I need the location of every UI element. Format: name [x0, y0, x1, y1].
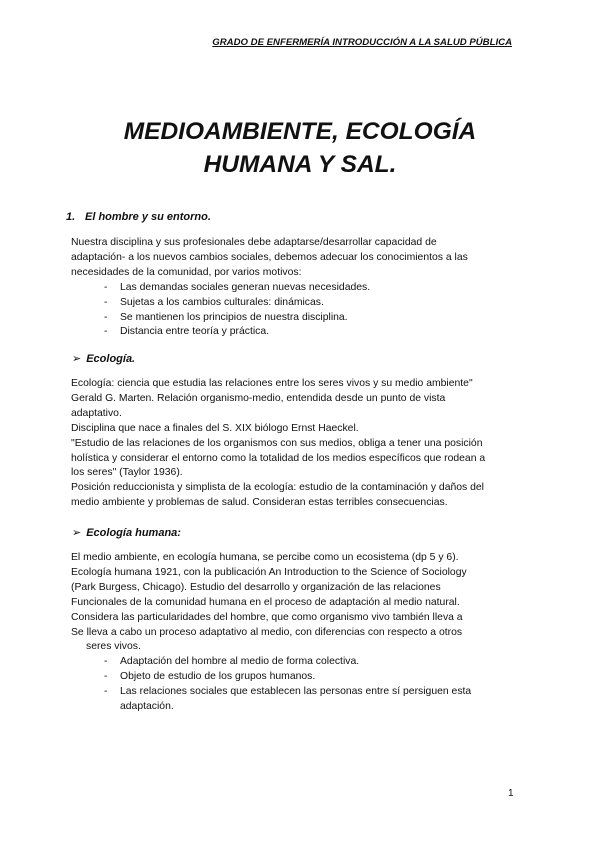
section-1-body [71, 236, 517, 340]
text-line: Posición reduccionista y simplista de la ecología: estudio de la contaminación y daños del [71, 482, 484, 494]
list-item: - Sujetas a los cambios culturales: dinámicas. [71, 296, 517, 311]
text-line: seres vivos. [86, 641, 141, 653]
section-title: Ecología humana: [86, 527, 181, 539]
list-item: - Se mantienen los principios de nuestra disciplina. [71, 311, 517, 326]
section-title: Ecología. [86, 353, 136, 365]
text-line: los seres" (Taylor 1936). [71, 467, 183, 479]
list-item-continuation: adaptación. [120, 701, 174, 713]
dash-marker: - [104, 656, 108, 668]
text-line: Se lleva a cabo un proceso adaptativo al medio, con diferencias con respecto a otros [71, 626, 463, 638]
text-line: adaptativo. [71, 407, 122, 419]
title-line-2: HUMANA Y SAL. [203, 151, 397, 178]
list-item: - Las relaciones sociales que establecen las personas entre sí persiguen esta adaptación. [104, 686, 472, 713]
list-item: - Distancia entre teoría y práctica. [71, 325, 517, 340]
text-line: Funcionales de la comunidad humana en el proceso de adaptación al medio natural. [71, 596, 460, 608]
text-line: holística y considerar el entorno como la totalidad de los medios específicos que rodean a [71, 452, 486, 464]
running-header: GRADO DE ENFERMERÍA INTRODUCCIÓN A LA SALUD PÚBLICA [212, 37, 512, 48]
dash-marker: - [104, 686, 108, 698]
page-number: 1 [508, 788, 514, 799]
bullet-list [71, 655, 517, 715]
section-2-body [71, 377, 517, 511]
section-3-body [71, 551, 517, 715]
list-item: - Las demandas sociales generan nuevas necesidades. [71, 281, 517, 296]
arrow-bullet-icon: ➢ [72, 353, 82, 365]
text-line: medio ambiente y problemas de salud. Consideran estas terribles consecuencias. [71, 497, 448, 509]
bullet-list [71, 281, 517, 341]
document-title [0, 115, 600, 181]
text-line: Ecología: ciencia que estudia las relaciones entre los seres vivos y su medio ambiente" [71, 378, 473, 389]
text-line: adaptación- a los nuevos cambios sociales, debemos adecuar los conocimientos a las [71, 251, 468, 263]
arrow-bullet-icon: ➢ [72, 527, 82, 539]
title-line-1: MEDIOAMBIENTE, ECOLOGÍA [123, 118, 477, 145]
text-line: "Estudio de las relaciones de los organismos con sus medios, obliga a tener una posición [71, 437, 483, 449]
section-heading-entorno [66, 211, 211, 223]
text-line: Gerald G. Marten. Relación organismo-medio, entendida desde un punto de vista [71, 392, 446, 404]
dash-marker: - [104, 311, 108, 323]
dash-marker: - [104, 281, 108, 293]
section-heading-ecologia [72, 352, 135, 365]
text-line: Considera las particularidades del hombre, que como organismo vivo también lleva a [71, 611, 463, 623]
dash-marker: - [104, 326, 108, 338]
dash-marker: - [104, 671, 108, 683]
text-line: (Park Burgess, Chicago). Estudio del desarrollo y organización de las relaciones [71, 581, 441, 593]
dash-marker: - [104, 296, 108, 308]
list-item: - Objeto de estudio de los grupos humanos. [71, 670, 517, 685]
list-item: - Adaptación del hombre al medio de forma colectiva. [71, 655, 517, 670]
text-line: Ecología humana 1921, con la publicación An Introduction to the Science of Sociology [71, 566, 467, 578]
text-line: El medio ambiente, en ecología humana, se percibe como un ecosistema (dp 5 y 6). [71, 552, 459, 563]
section-number: 1. [66, 211, 76, 223]
text-line: Disciplina que nace a finales del S. XIX biólogo Ernst Haeckel. [71, 422, 359, 434]
section-heading-ecologia-humana [72, 526, 181, 539]
section-title: El hombre y su entorno. [85, 211, 211, 223]
text-line: necesidades de la comunidad, por varios motivos: [71, 266, 302, 278]
text-line: Nuestra disciplina y sus profesionales debe adaptarse/desarrollar capacidad de [71, 237, 437, 248]
